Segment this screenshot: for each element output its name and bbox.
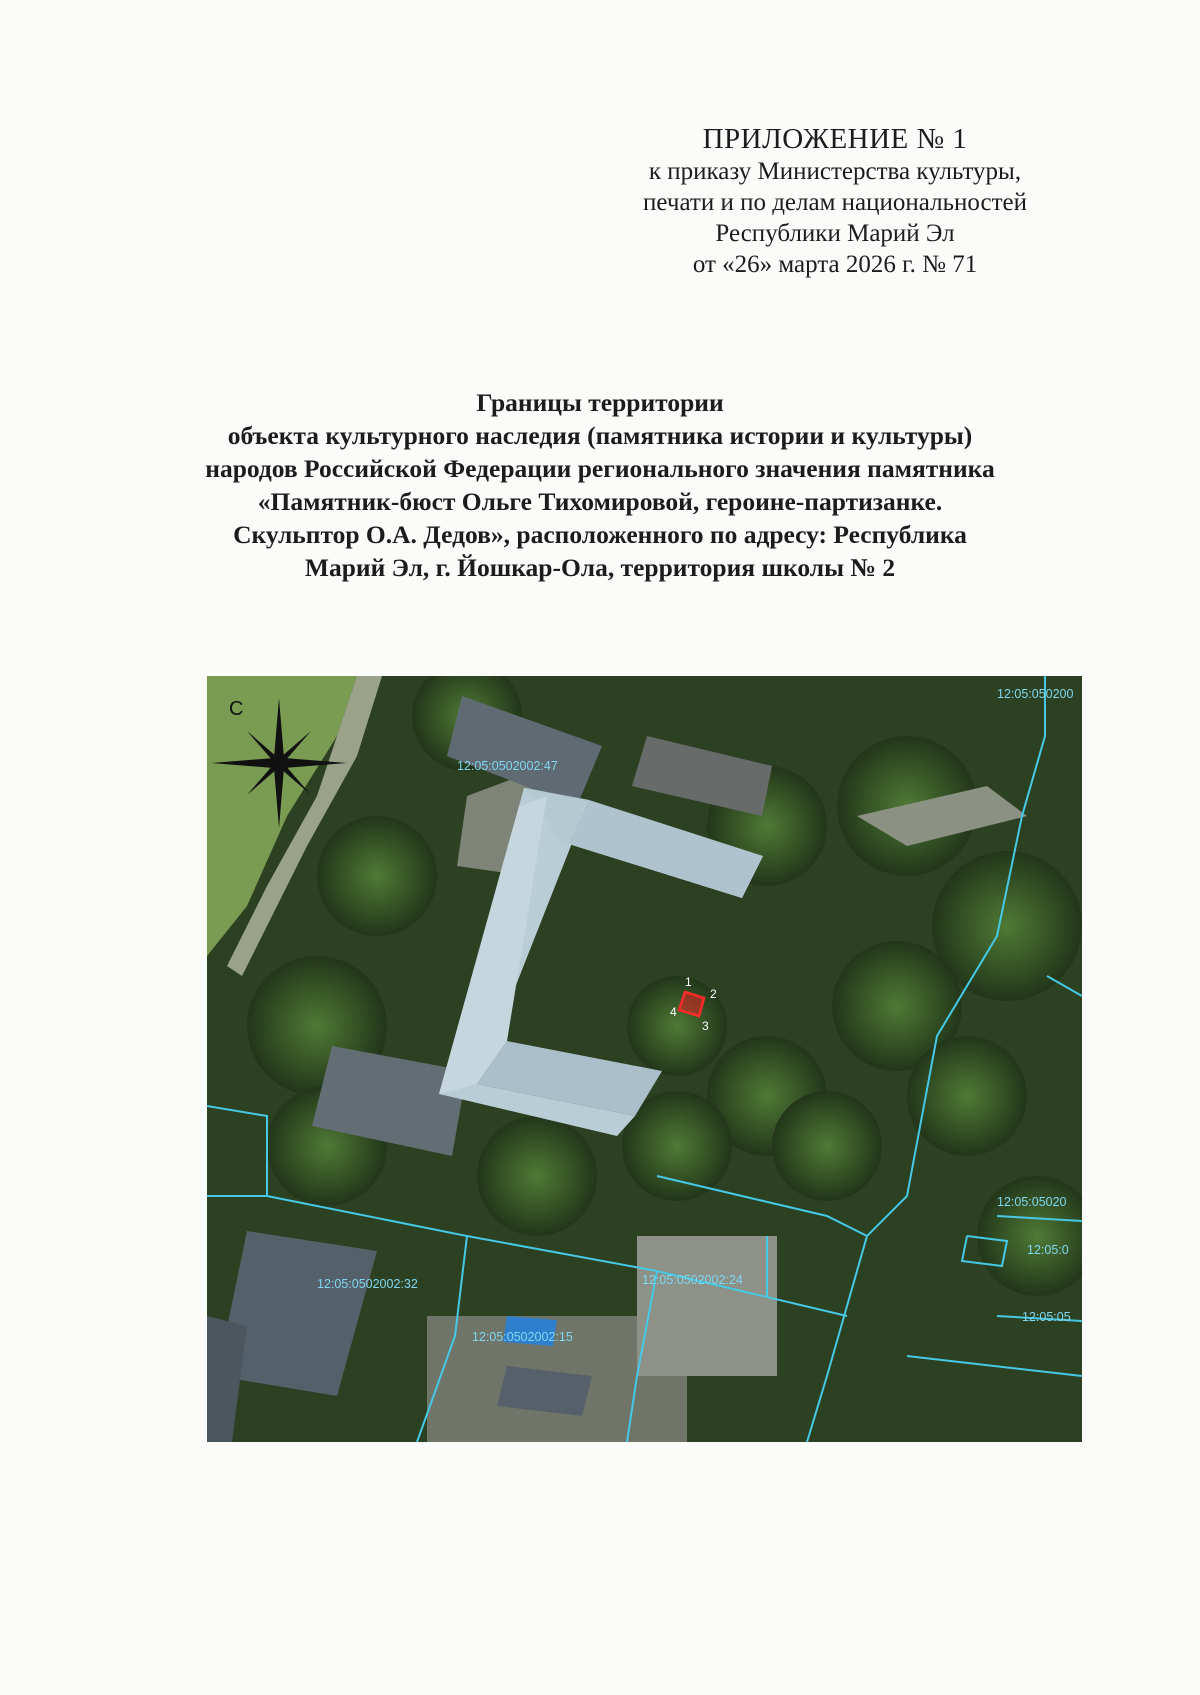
- annex-line-2: печати и по делам национальностей: [643, 189, 1027, 216]
- cadastral-label: 12:05:0502002:47: [457, 759, 558, 773]
- document-title: [150, 386, 1050, 584]
- cadastral-label: 12:05:050200: [997, 687, 1074, 701]
- cadastral-label: 12:05:0: [1027, 1243, 1069, 1257]
- annex-block: [590, 122, 1080, 280]
- title-line-2: объекта культурного наследия (памятника истории и культуры): [227, 421, 973, 450]
- title-line-6: Марий Эл, г. Йошкар-Ола, территория школы № 2: [304, 553, 896, 582]
- aerial-map: [207, 676, 1082, 1442]
- cadastral-label: 12:05:0502002:24: [642, 1273, 743, 1287]
- boundary-point-label: 4: [670, 1005, 677, 1019]
- boundary-point-label: 1: [685, 975, 692, 989]
- aerial-map-svg: [207, 676, 1082, 1442]
- annex-date-line: от «26» марта 2026 г. № 71: [692, 251, 978, 278]
- boundary-point-label: 3: [702, 1019, 709, 1033]
- north-label: С: [229, 698, 244, 720]
- cadastral-label: 12:05:0502002:15: [472, 1330, 573, 1344]
- cadastral-label: 12:05:0502002:32: [317, 1277, 418, 1291]
- annex-line-1: к приказу Министерства культуры,: [648, 158, 1022, 185]
- cadastral-label: 12:05:05: [1022, 1310, 1071, 1324]
- title-line-1: Границы территории: [476, 388, 724, 417]
- annex-heading: ПРИЛОЖЕНИЕ № 1: [702, 123, 968, 155]
- annex-line-3: Республики Марий Эл: [715, 220, 955, 247]
- boundary-point-label: 2: [710, 987, 717, 1001]
- cadastral-label: 12:05:05020: [997, 1195, 1067, 1209]
- title-line-4: «Памятник-бюст Ольге Тихомировой, героине-партизанке.: [257, 487, 943, 516]
- title-line-5: Скульптор О.А. Дедов», расположенного по адресу: Республика: [233, 520, 967, 549]
- boundary-polygon: [679, 992, 704, 1016]
- title-line-3: народов Российской Федерации регионального значения памятника: [205, 454, 995, 483]
- courtyard-area: [637, 1236, 777, 1376]
